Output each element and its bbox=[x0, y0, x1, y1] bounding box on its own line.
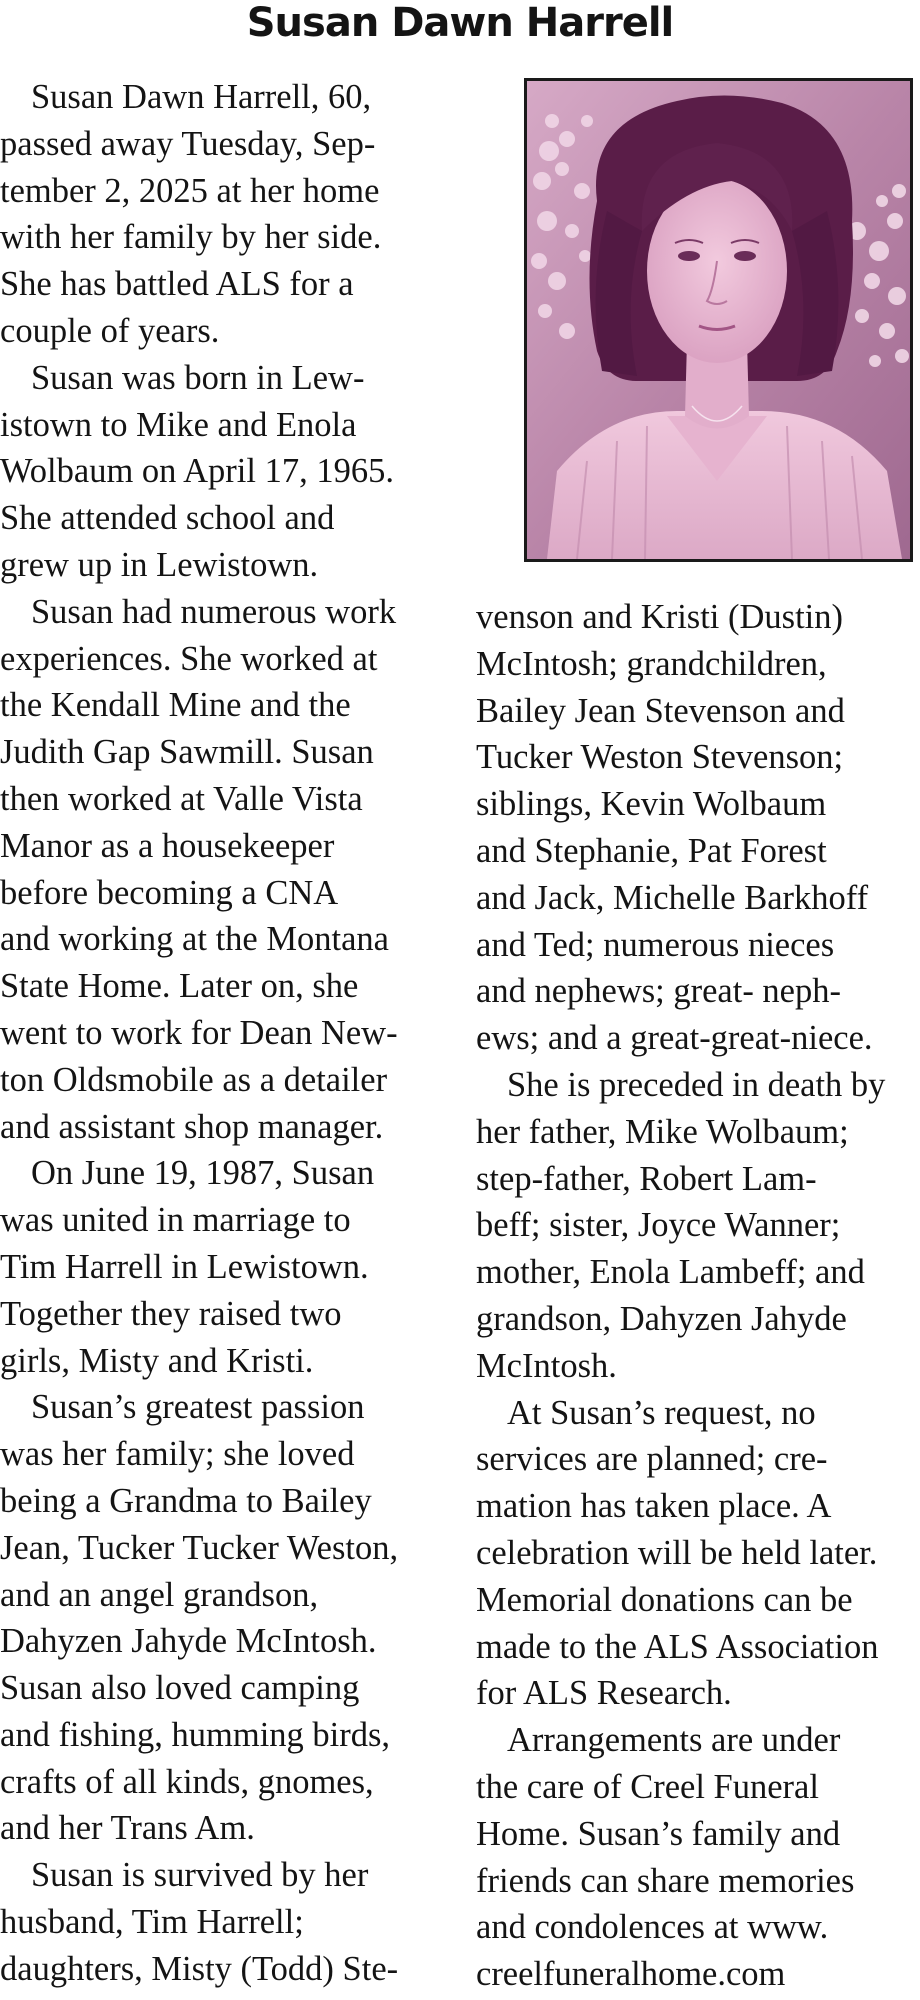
left-column-line: and an angel grandson, bbox=[0, 1575, 319, 1614]
left-column-line: Tim Harrell in Lewistown. bbox=[0, 1247, 369, 1286]
right-column-line: McIntosh; grandchildren, bbox=[476, 644, 827, 683]
left-column-line: the Kendall Mine and the bbox=[0, 686, 351, 725]
right-column-line: Tucker Weston Stevenson; bbox=[476, 738, 844, 777]
right-column-line: beff; sister, Joyce Wanner; bbox=[476, 1206, 841, 1245]
right-column-line: her father, Mike Wolbaum; bbox=[476, 1112, 849, 1151]
left-column-line: Jean, Tucker Tucker Weston, bbox=[0, 1528, 399, 1567]
right-column-line: Bailey Jean Stevenson and bbox=[476, 691, 845, 730]
left-column-line: and assistant shop manager. bbox=[0, 1107, 384, 1146]
right-column-line: At Susan’s request, no bbox=[507, 1393, 816, 1432]
right-column-line: and Ted; numerous nieces bbox=[476, 925, 835, 964]
right-column-line: Home. Susan’s family and bbox=[476, 1814, 841, 1853]
right-column-line: McIntosh. bbox=[476, 1346, 617, 1385]
left-column-line: and her Trans Am. bbox=[0, 1809, 255, 1848]
right-column-line: celebration will be held later. bbox=[476, 1533, 878, 1572]
left-column-line: passed away Tuesday, Sep- bbox=[0, 124, 376, 163]
right-column-line: siblings, Kevin Wolbaum bbox=[476, 785, 827, 824]
left-column-line: She attended school and bbox=[0, 499, 335, 538]
left-column-line: Judith Gap Sawmill. Susan bbox=[0, 733, 374, 772]
right-column-line: friends can share memories bbox=[476, 1861, 855, 1900]
right-column-line: the care of Creel Funeral bbox=[476, 1767, 819, 1806]
left-column-line: and working at the Montana bbox=[0, 920, 389, 959]
left-column-line: Susan’s greatest passion bbox=[31, 1388, 365, 1427]
right-column-line: step-father, Robert Lam- bbox=[476, 1159, 817, 1198]
left-column-line: was united in marriage to bbox=[0, 1201, 351, 1240]
portrait-photo bbox=[524, 78, 913, 562]
left-column-line: istown to Mike and Enola bbox=[0, 405, 357, 444]
left-column-line: Dahyzen Jahyde McIntosh. bbox=[0, 1622, 377, 1661]
left-column-line: husband, Tim Harrell; bbox=[0, 1903, 304, 1942]
left-column-line: with her family by her side. bbox=[0, 218, 382, 257]
left-column-line: before becoming a CNA bbox=[0, 873, 339, 912]
left-column-line: Manor as a housekeeper bbox=[0, 826, 335, 865]
left-column-line: experiences. She worked at bbox=[0, 639, 378, 678]
left-column-line: On June 19, 1987, Susan bbox=[31, 1154, 375, 1193]
right-column-line: Memorial donations can be bbox=[476, 1580, 853, 1619]
left-column-line: Susan had numerous work bbox=[31, 592, 397, 631]
left-column-line: and fishing, humming birds, bbox=[0, 1715, 391, 1754]
left-column-line: Susan was born in Lew- bbox=[31, 358, 365, 397]
left-column-line: ton Oldsmobile as a detailer bbox=[0, 1060, 388, 1099]
right-column-line: services are planned; cre- bbox=[476, 1440, 828, 1479]
left-column-line: Wolbaum on April 17, 1965. bbox=[0, 452, 394, 491]
left-column-line: Susan is survived by her bbox=[31, 1856, 369, 1895]
left-column-line: couple of years. bbox=[0, 311, 220, 350]
right-column-line: creelfuneralhome.com bbox=[476, 1955, 786, 1994]
left-column-line: daughters, Misty (Todd) Ste- bbox=[0, 1949, 399, 1988]
left-column-line: Susan Dawn Harrell, 60, bbox=[31, 78, 372, 116]
obituary-text-left-column bbox=[0, 74, 440, 1993]
right-column-line: and nephews; great- neph- bbox=[476, 972, 841, 1011]
right-column-line: made to the ALS Association bbox=[476, 1627, 879, 1666]
right-column-line: mation has taken place. A bbox=[476, 1487, 832, 1526]
right-column-line: and Jack, Michelle Barkhoff bbox=[476, 878, 869, 917]
right-column-line: She is preceded in death by bbox=[507, 1065, 886, 1104]
left-column-line: State Home. Later on, she bbox=[0, 967, 359, 1006]
left-column-line: crafts of all kinds, gnomes, bbox=[0, 1762, 374, 1801]
left-column-line: girls, Misty and Kristi. bbox=[0, 1341, 314, 1380]
left-column-line: She has battled ALS for a bbox=[0, 265, 354, 304]
obituary-title: Susan Dawn Harrell bbox=[246, 0, 674, 46]
right-column-line: and condolences at www. bbox=[476, 1908, 829, 1947]
right-column-line: mother, Enola Lambeff; and bbox=[476, 1253, 865, 1292]
left-column-line: was her family; she loved bbox=[0, 1435, 355, 1474]
left-column-line: being a Grandma to Bailey bbox=[0, 1481, 372, 1520]
left-column-line: Together they raised two bbox=[0, 1294, 342, 1333]
left-column-line: tember 2, 2025 at her home bbox=[0, 171, 380, 210]
left-column-line: then worked at Valle Vista bbox=[0, 779, 363, 818]
right-column-line: grandson, Dahyzen Jahyde bbox=[476, 1299, 847, 1338]
obituary-text-right-column bbox=[476, 594, 920, 1998]
right-column-line: for ALS Research. bbox=[476, 1674, 732, 1713]
right-column-line: and Stephanie, Pat Forest bbox=[476, 831, 827, 870]
left-column-line: grew up in Lewistown. bbox=[0, 545, 319, 584]
left-column-line: went to work for Dean New- bbox=[0, 1013, 398, 1052]
left-column-line: Susan also loved camping bbox=[0, 1669, 360, 1708]
right-column-line: venson and Kristi (Dustin) bbox=[476, 598, 844, 636]
right-column-line: Arrangements are under bbox=[507, 1721, 841, 1760]
right-column-line: ews; and a great-great-niece. bbox=[476, 1019, 873, 1058]
